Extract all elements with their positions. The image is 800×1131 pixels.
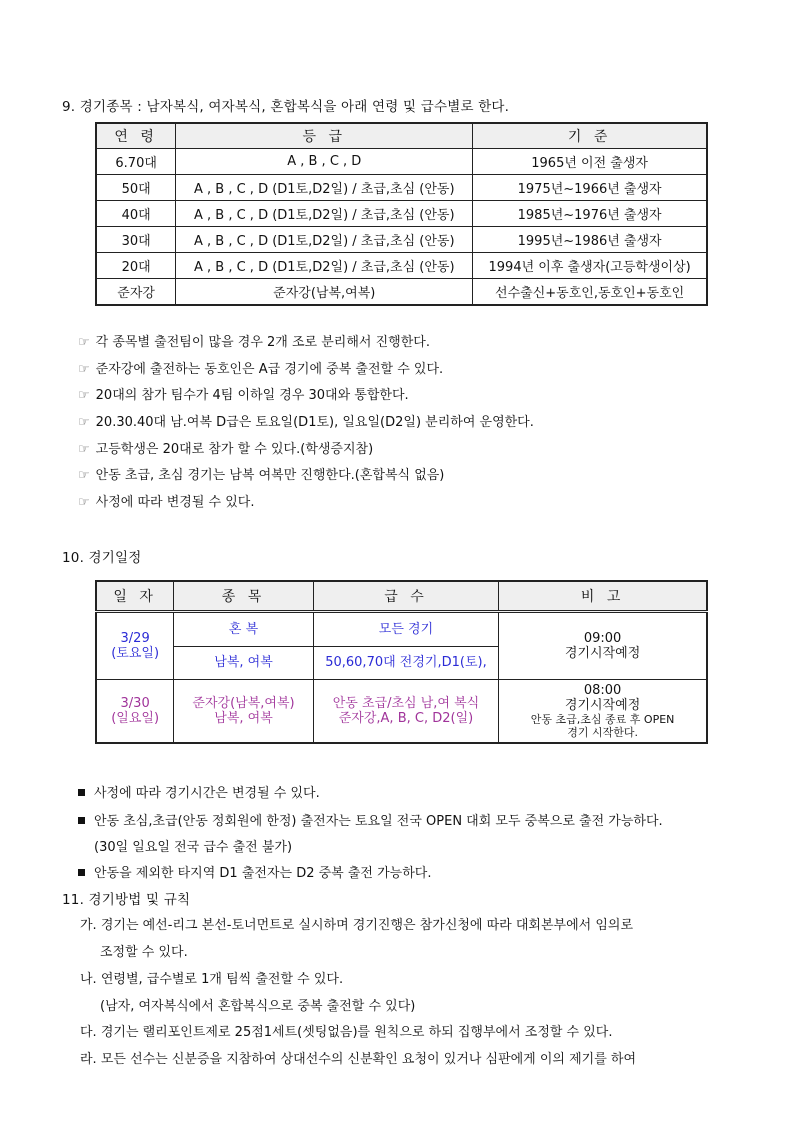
note-item (78, 384, 409, 403)
remark-text: 경기시작예정 (564, 698, 641, 713)
pointing-hand-icon: ☞ (78, 415, 90, 430)
pointing-hand-icon: ☞ (78, 388, 90, 403)
rule-item: 가. 경기는 예선-리그 본선-토너먼트로 실시하며 경기진행은 참가신청에 따라 대회본부에서 임의로 (80, 918, 634, 933)
bullet-item (78, 810, 663, 829)
header-age: 연 령 (96, 123, 176, 149)
cell-age: 준자강 (96, 279, 176, 306)
event-line: 남복, 여복 (214, 711, 273, 726)
section-10-heading: 10. 경기일정 (62, 550, 142, 566)
cell-grade: 준자강(남복,여복) (176, 279, 473, 306)
header-remark: 비 고 (499, 581, 707, 612)
note-text: 각 종목별 출전팀이 많을 경우 2개 조로 분리해서 진행한다. (95, 335, 430, 350)
table-row (96, 612, 707, 647)
cell-age: 6.70대 (96, 149, 176, 175)
square-bullet-icon (78, 789, 85, 796)
table-row (96, 253, 707, 279)
saturday-remark-cell (499, 612, 707, 680)
cell-grade: A , B , C , D (D1토,D2일) / 초급,초심 (안동) (176, 227, 473, 253)
header-grade: 등 급 (176, 123, 473, 149)
bullet-item (78, 782, 320, 801)
cell-criteria: 1995년~1986년 출생자 (473, 227, 707, 253)
cell-criteria: 1975년~1966년 출생자 (473, 175, 707, 201)
remark-text: 경기시작예정 (564, 646, 641, 661)
pointing-hand-icon: ☞ (78, 335, 90, 350)
date-text: 3/29 (120, 631, 150, 646)
day-text: (토요일) (111, 646, 160, 661)
cell-criteria: 1985년~1976년 출생자 (473, 201, 707, 227)
day-text: (일요일) (111, 711, 160, 726)
grade-cell: 모든 경기 (313, 612, 498, 647)
cell-age: 50대 (96, 175, 176, 201)
cell-criteria: 선수출신+동호인,동호인+동호인 (473, 279, 707, 306)
pointing-hand-icon: ☞ (78, 442, 90, 457)
table-row (96, 175, 707, 201)
schedule-table (95, 580, 708, 744)
bullet-item (78, 862, 431, 881)
age-grade-table (95, 122, 708, 306)
rule-item: 다. 경기는 랠리포인트제로 25점1세트(셋팅없음)를 원칙으로 하되 집행부에서 조정할 수 있다. (80, 1025, 613, 1040)
table-row (96, 680, 707, 744)
pointing-hand-icon: ☞ (78, 468, 90, 483)
section-9-heading: 9. 경기종목 : 남자복식, 여자복식, 혼합복식을 아래 연령 및 급수별로 한다. (62, 99, 510, 115)
grade-line: 안동 초급/초심 남,여 복식 (332, 696, 480, 711)
remark-note: 경기 시작한다. (567, 726, 638, 739)
note-item (78, 464, 444, 483)
cell-grade: A , B , C , D (D1토,D2일) / 초급,초심 (안동) (176, 175, 473, 201)
note-item (78, 331, 430, 350)
note-text: 준자강에 출전하는 동호인은 A급 경기에 중복 출전할 수 있다. (95, 362, 444, 377)
header-grade: 급 수 (313, 581, 498, 612)
sunday-remark-cell (499, 680, 707, 744)
cell-age: 20대 (96, 253, 176, 279)
cell-grade: A , B , C , D (176, 149, 473, 175)
rule-item: 나. 연령별, 급수별로 1개 팀씩 출전할 수 있다. (80, 972, 344, 987)
cell-criteria: 1994년 이후 출생자(고등학생이상) (473, 253, 707, 279)
note-text: 안동 초급, 초심 경기는 남복 여복만 진행한다.(혼합복식 없음) (95, 468, 445, 483)
cell-age: 40대 (96, 201, 176, 227)
bullet-text: 안동을 제외한 타지역 D1 출전자는 D2 중복 출전 가능하다. (94, 866, 432, 881)
table-row (96, 279, 707, 306)
square-bullet-icon (78, 869, 85, 876)
event-line: 준자강(남복,여복) (192, 696, 295, 711)
event-cell: 혼 복 (174, 612, 313, 647)
pointing-hand-icon: ☞ (78, 495, 90, 510)
note-item (78, 438, 373, 457)
cell-criteria: 1965년 이전 출생자 (473, 149, 707, 175)
event-cell (174, 680, 313, 744)
cell-grade: A , B , C , D (D1토,D2일) / 초급,초심 (안동) (176, 253, 473, 279)
table-row (96, 227, 707, 253)
event-cell: 남복, 여복 (174, 646, 313, 680)
table-header-row (96, 123, 707, 149)
date-text: 3/30 (120, 696, 150, 711)
note-text: 고등학생은 20대로 참가 할 수 있다.(학생증지참) (95, 442, 374, 457)
rule-continuation: 조정할 수 있다. (100, 945, 188, 960)
table-row (96, 149, 707, 175)
bullet-text: 사정에 따라 경기시간은 변경될 수 있다. (94, 786, 320, 801)
cell-grade: A , B , C , D (D1토,D2일) / 초급,초심 (안동) (176, 201, 473, 227)
section-11-heading: 11. 경기방법 및 규칙 (62, 892, 191, 908)
note-item (78, 358, 443, 377)
start-time: 08:00 (583, 683, 622, 698)
rule-continuation: (남자, 여자복식에서 혼합복식으로 중복 출전할 수 있다) (100, 999, 416, 1014)
bullet-text: 안동 초심,초급(안동 정회원에 한정) 출전자는 토요일 전국 OPEN 대회 모두 중복으로 출전 가능하다. (94, 814, 663, 829)
table-row (96, 201, 707, 227)
saturday-date-cell (96, 612, 174, 680)
grade-line: 준자강,A, B, C, D2(일) (338, 711, 474, 726)
pointing-hand-icon: ☞ (78, 362, 90, 377)
sunday-date-cell (96, 680, 174, 744)
remark-note: 안동 초급,초심 종료 후 OPEN (530, 713, 675, 726)
note-text: 20.30.40대 남.여복 D급은 토요일(D1토), 일요일(D2일) 분리하여 운영한다. (95, 415, 534, 430)
note-item (78, 491, 254, 510)
note-text: 사정에 따라 변경될 수 있다. (95, 495, 255, 510)
start-time: 09:00 (583, 631, 622, 646)
grade-cell: 50,60,70대 전경기,D1(토), (313, 646, 498, 680)
header-event: 종 목 (174, 581, 313, 612)
square-bullet-icon (78, 817, 85, 824)
bullet-continuation: (30일 일요일 전국 급수 출전 불가) (94, 840, 293, 855)
table-header-row (96, 581, 707, 612)
header-date: 일 자 (96, 581, 174, 612)
header-criteria: 기 준 (473, 123, 707, 149)
note-text: 20대의 참가 팀수가 4팀 이하일 경우 30대와 통합한다. (95, 388, 409, 403)
grade-cell (313, 680, 498, 744)
note-item (78, 411, 534, 430)
rule-item: 라. 모든 선수는 신분증을 지참하여 상대선수의 신분확인 요청이 있거나 심판에게 이의 제기를 하여 (80, 1052, 637, 1067)
cell-age: 30대 (96, 227, 176, 253)
